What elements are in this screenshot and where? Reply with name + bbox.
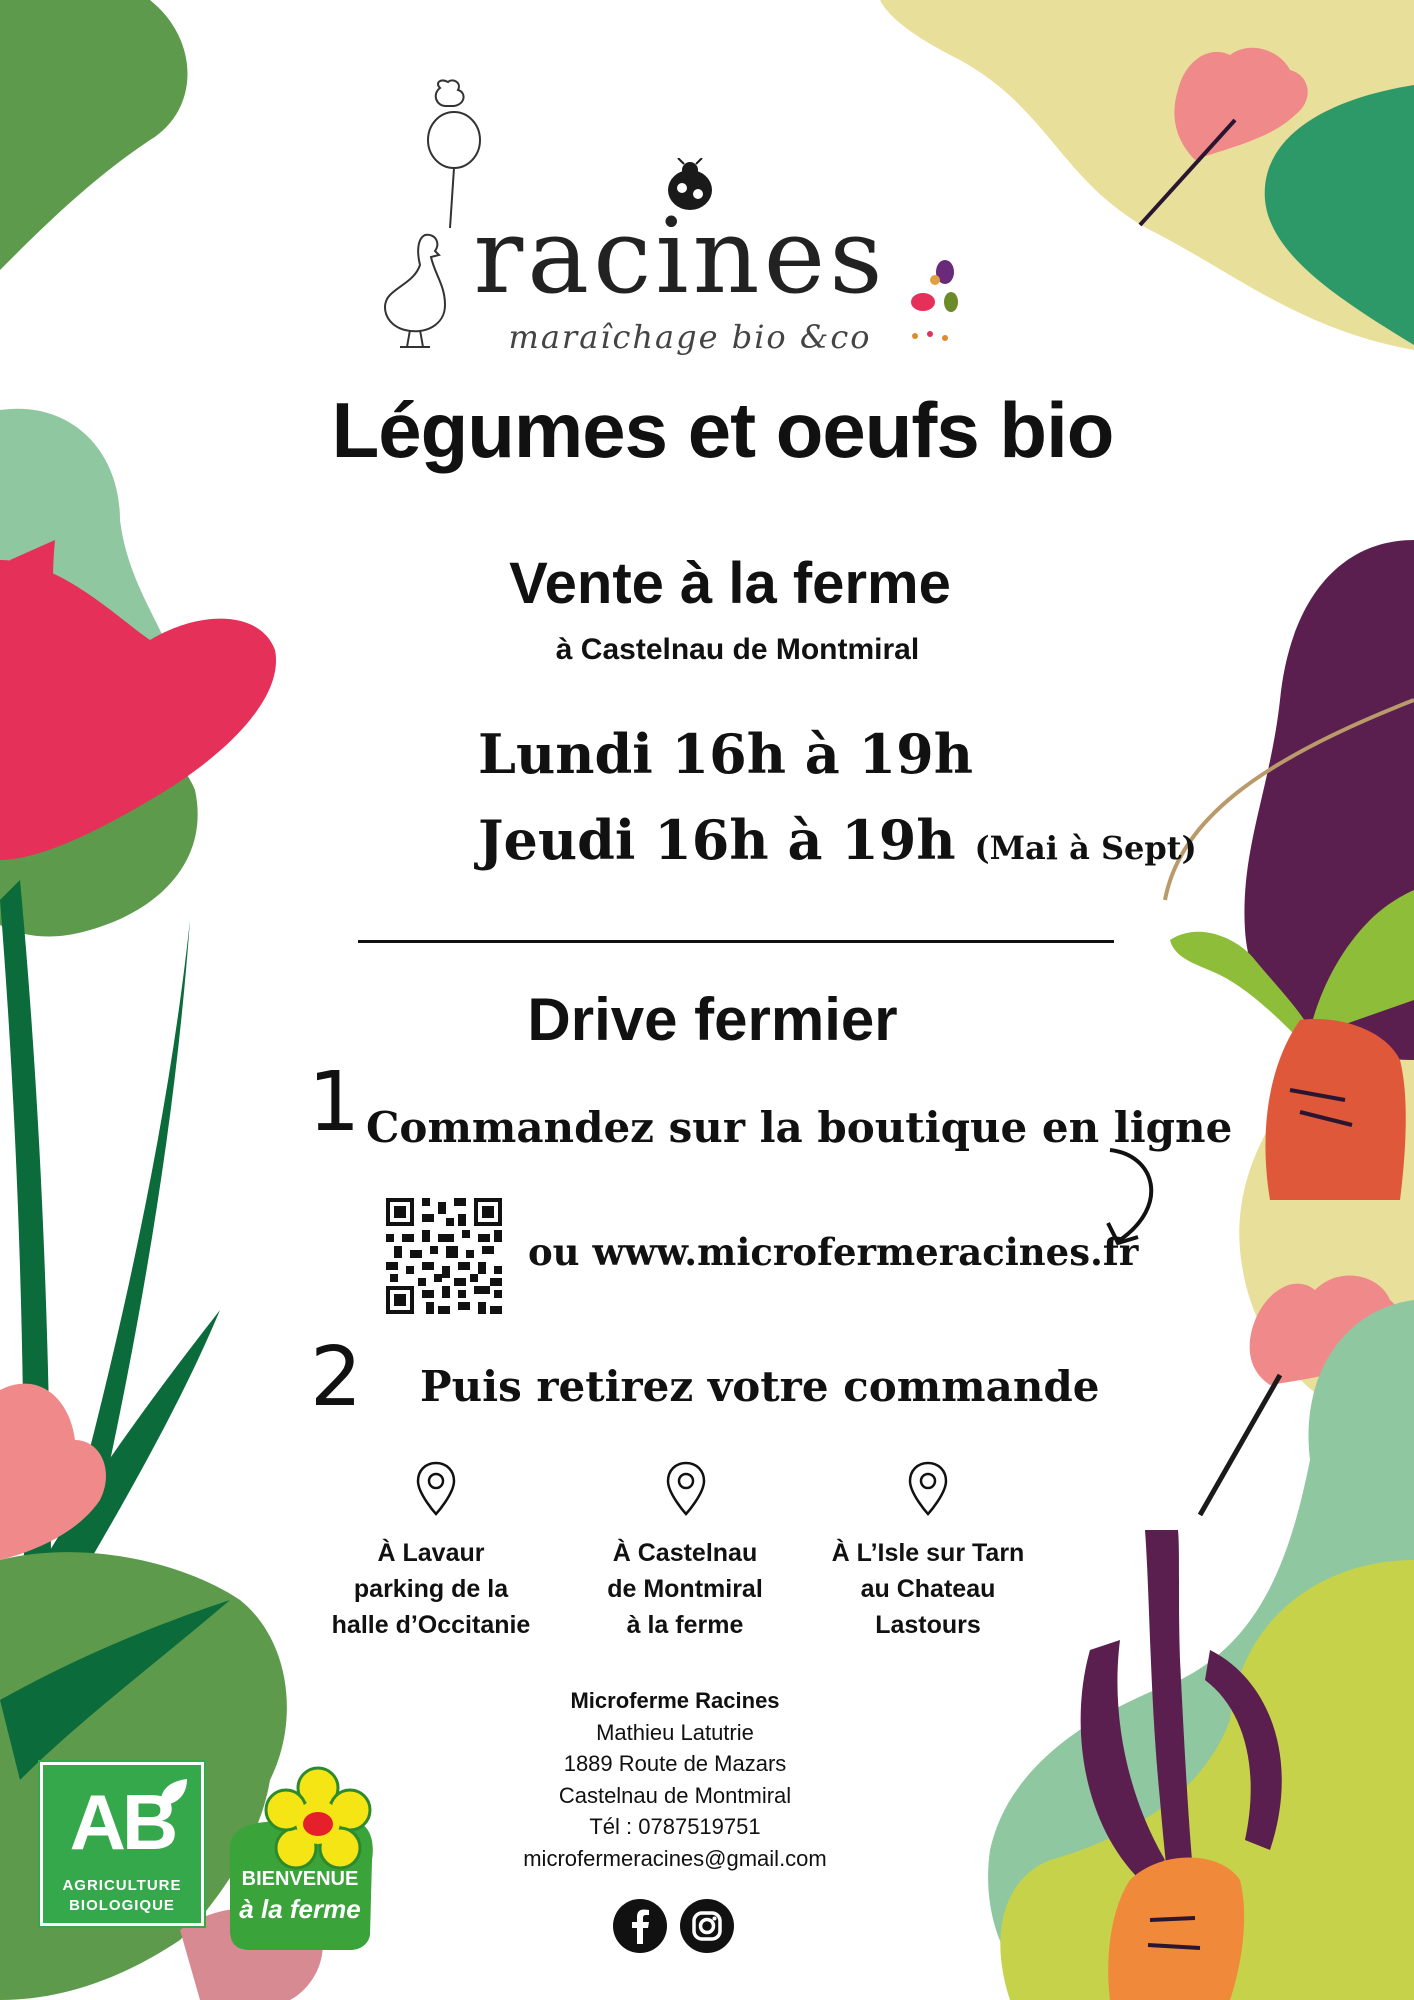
contact-phone[interactable]: Tél : 0787519751 xyxy=(589,1814,761,1839)
page-title: Légumes et oeufs bio xyxy=(331,386,1114,474)
location-line: de Montmiral xyxy=(607,1575,763,1603)
facebook-icon[interactable] xyxy=(612,1898,668,1954)
location-line: au Chateau xyxy=(860,1575,996,1603)
ab-letters: AB xyxy=(69,1778,175,1866)
contact-email[interactable]: microfermeracines@gmail.com xyxy=(523,1845,827,1871)
contact-block xyxy=(470,1685,880,1874)
step-1-number: 1 xyxy=(308,1055,361,1150)
logo-tagline: maraîchage bio &co xyxy=(508,318,872,356)
contact-name: Microferme Racines xyxy=(570,1688,780,1713)
map-pin-icon xyxy=(664,1460,708,1518)
step-2-text: Puis retirez votre commande xyxy=(420,1362,1100,1411)
right-lower-flower-stem xyxy=(1200,1375,1280,1515)
top-left-leaf-blob xyxy=(0,0,188,270)
location-line: à la ferme xyxy=(626,1611,744,1639)
step-1-text: Commandez sur la boutique en ligne xyxy=(366,1103,1233,1152)
location-line: À Castelnau xyxy=(612,1539,758,1567)
pickup-location-castelnau xyxy=(560,1535,810,1643)
schedule-thursday-note: (Mai à Sept) xyxy=(974,829,1197,867)
farm-sale-title: Vente à la ferme xyxy=(509,551,951,616)
location-line: parking de la xyxy=(353,1575,509,1603)
schedule-thursday-text: Jeudi 16h à 19h xyxy=(478,808,956,872)
contact-city: Castelnau de Montmiral xyxy=(558,1782,792,1808)
ab-organic-badge xyxy=(40,1762,204,1926)
location-line: halle d’Occitanie xyxy=(331,1611,531,1639)
seeds-illustration xyxy=(895,250,965,350)
schedule-thursday xyxy=(478,808,1197,872)
schedule-monday-text: Lundi 16h à 19h xyxy=(478,722,973,786)
contact-person: Mathieu Latutrie xyxy=(596,1719,754,1745)
pickup-location-lavaur xyxy=(306,1535,556,1643)
schedule-monday xyxy=(478,722,973,786)
map-pin-icon xyxy=(414,1460,458,1518)
contact-street: 1889 Route de Mazars xyxy=(563,1751,787,1776)
section-divider xyxy=(358,940,1114,943)
ab-line-1: AGRICULTURE xyxy=(62,1877,182,1894)
bienvenue-a-la-ferme-badge xyxy=(220,1760,380,1950)
location-line: À Lavaur xyxy=(377,1539,485,1567)
step-2-number: 2 xyxy=(310,1330,363,1425)
farm-sale-location: à Castelnau de Montmiral xyxy=(555,633,920,666)
location-line: À L’Isle sur Tarn xyxy=(831,1539,1025,1567)
bienvenue-line-2: à la ferme xyxy=(239,1894,361,1924)
right-carrot-body xyxy=(1265,1019,1405,1200)
logo-wordmark: racines xyxy=(473,195,887,317)
website-link[interactable]: ou www.microfermeracines.fr xyxy=(528,1230,1139,1274)
qr-code[interactable] xyxy=(386,1198,502,1314)
drive-title: Drive fermier xyxy=(527,986,898,1053)
map-pin-icon xyxy=(906,1460,950,1518)
ab-line-2: BIOLOGIQUE xyxy=(69,1897,175,1914)
instagram-icon[interactable] xyxy=(679,1898,735,1954)
bienvenue-line-1: BIENVENUE xyxy=(241,1868,359,1890)
location-line: Lastours xyxy=(875,1611,981,1639)
pickup-location-lisle-sur-tarn xyxy=(803,1535,1053,1643)
